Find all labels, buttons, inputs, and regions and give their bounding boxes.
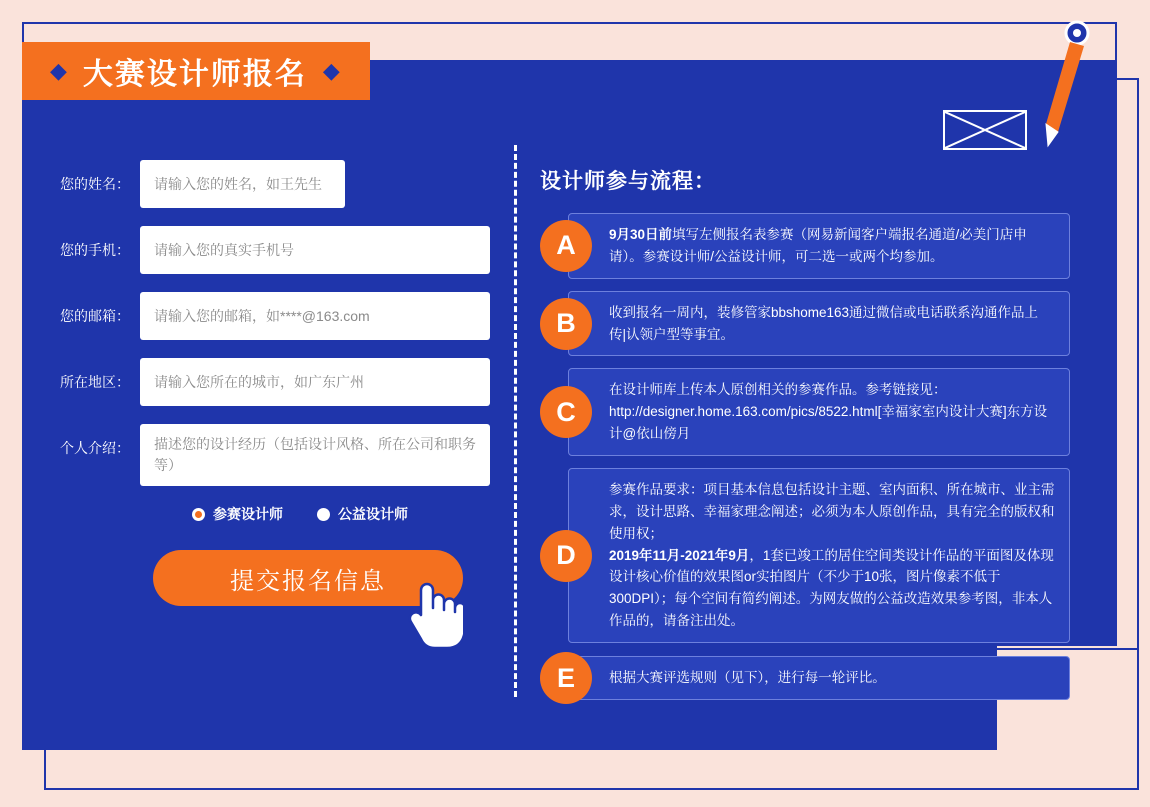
form-row-email [55, 292, 505, 340]
label-region: 所在地区： [60, 374, 130, 390]
radio-label-contest: 参赛设计师 [213, 506, 283, 522]
step-text-e: 根据大赛评选规则（见下），进行每一轮评比。 [568, 656, 1070, 700]
process-step-c [540, 368, 1070, 456]
process-step-e [540, 655, 1070, 701]
step-badge-c: C [540, 386, 592, 438]
process-step-d [540, 468, 1070, 643]
step-text-c: 在设计师库上传本人原创相关的参赛作品。参考链接见：http://designer.home.163.com/pics/8522.html[幸福家室内设计大赛]东方设计@依山傍月 [568, 368, 1070, 456]
step-text-d: 参赛作品要求：项目基本信息包括设计主题、室内面积、所在城市、业主需求，设计思路、幸福家理念阐述；必须为本人原创作品，具有完全的版权和使用权； 2019年11月-2021年9月，1套已竣工的居住空间类设计作品的平面图及体现设计核心价值的效果图or实拍图片（不少于10张，图片像素不低于300DPI）；每个空间有简约阐述。为网友做的公益改造效果参考图，非本人作品的，请备注出处。 [568, 468, 1070, 643]
form-row-intro [55, 424, 505, 486]
form-row-phone [55, 226, 505, 274]
radio-public-welfare-designer[interactable] [317, 504, 408, 524]
phone-input[interactable] [140, 226, 490, 274]
name-input[interactable] [140, 160, 345, 208]
diamond-icon: ◆ [322, 58, 340, 83]
form-row-name [55, 160, 505, 208]
step-text-b: 收到报名一周内，装修管家bbshome163通过微信或电话联系沟通作品上传|认领户型等事宜。 [568, 291, 1070, 357]
designer-type-radio-group [95, 504, 505, 524]
vertical-divider [514, 145, 517, 697]
envelope-icon [943, 110, 1027, 150]
label-email: 您的邮箱： [60, 308, 130, 324]
step-badge-a: A [540, 220, 592, 272]
submit-area [153, 550, 463, 606]
step-badge-b: B [540, 298, 592, 350]
submit-button[interactable]: 提交报名信息 [153, 550, 463, 606]
label-phone: 您的手机： [60, 242, 130, 258]
radio-dot-icon[interactable] [317, 508, 330, 521]
radio-dot-icon[interactable] [192, 508, 205, 521]
pencil-icon [1030, 20, 1100, 150]
process-step-b [540, 291, 1070, 357]
step-badge-e: E [540, 652, 592, 704]
process-step-a [540, 213, 1070, 279]
step-text-a: 9月30日前填写左侧报名表参赛（网易新闻客户端报名通道/必美门店申请）。参赛设计师/公益设计师，可二选一或两个均参加。 [568, 213, 1070, 279]
region-input[interactable] [140, 358, 490, 406]
process-section [540, 165, 1070, 713]
radio-label-welfare: 公益设计师 [338, 506, 408, 522]
intro-textarea[interactable] [140, 424, 490, 486]
page-title: 大赛设计师报名 [82, 58, 307, 91]
diamond-icon: ◆ [50, 58, 67, 83]
email-input[interactable] [140, 292, 490, 340]
step-badge-d: D [540, 530, 592, 582]
radio-contest-designer[interactable] [192, 504, 283, 524]
label-intro: 个人介绍： [60, 440, 130, 456]
label-name: 您的姓名： [60, 176, 130, 192]
form-row-region [55, 358, 505, 406]
process-title: 设计师参与流程： [540, 170, 716, 193]
page-title-banner [22, 42, 370, 100]
registration-form [55, 160, 505, 606]
